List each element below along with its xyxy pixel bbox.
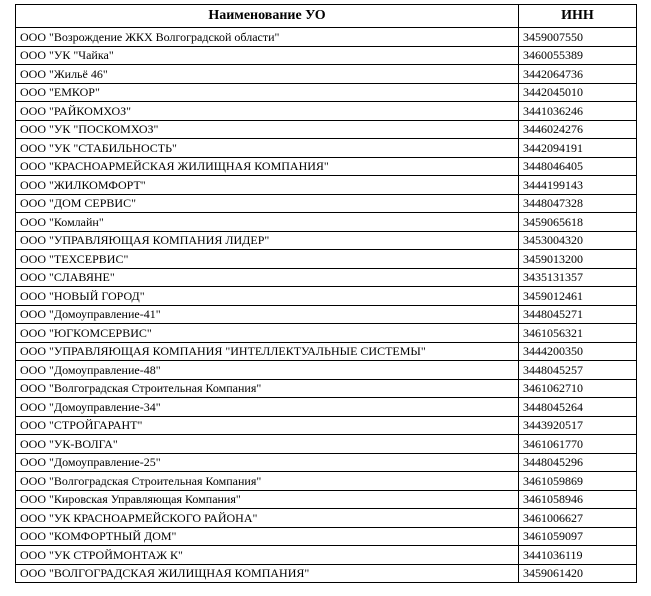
company-name-cell: ООО "УПРАВЛЯЮЩАЯ КОМПАНИЯ ЛИДЕР": [16, 231, 519, 250]
company-name-cell: ООО "КРАСНОАРМЕЙСКАЯ ЖИЛИЩНАЯ КОМПАНИЯ": [16, 157, 519, 176]
company-name-cell: ООО "СТРОЙГАРАНТ": [16, 416, 519, 435]
inn-cell: 3441036119: [519, 546, 637, 565]
inn-cell: 3442064736: [519, 65, 637, 84]
company-name-cell: ООО "УК "ПОСКОМХОЗ": [16, 120, 519, 139]
company-name-cell: ООО "ТЕХСЕРВИС": [16, 250, 519, 269]
company-name-cell: ООО "Домоуправление-34": [16, 398, 519, 417]
inn-cell: 3448045271: [519, 305, 637, 324]
inn-cell: 3453004320: [519, 231, 637, 250]
table-row: [16, 379, 637, 398]
company-name-cell: ООО "УК СТРОЙМОНТАЖ К": [16, 546, 519, 565]
company-name-cell: ООО "Домоуправление-25": [16, 453, 519, 472]
table-body: [16, 28, 637, 583]
table-row: [16, 65, 637, 84]
company-name-cell: ООО "ЖИЛКОМФОРТ": [16, 176, 519, 195]
table-row: [16, 250, 637, 269]
inn-cell: 3444199143: [519, 176, 637, 195]
company-name-cell: ООО "Домоуправление-41": [16, 305, 519, 324]
company-name-cell: ООО "УК-ВОЛГА": [16, 435, 519, 454]
inn-cell: 3448045257: [519, 361, 637, 380]
table-row: [16, 176, 637, 195]
inn-cell: 3461056321: [519, 324, 637, 343]
table-row: [16, 213, 637, 232]
company-name-cell: ООО "УК "Чайка": [16, 46, 519, 65]
company-name-cell: ООО "ДОМ СЕРВИС": [16, 194, 519, 213]
inn-cell: 3448047328: [519, 194, 637, 213]
company-name-cell: ООО "Волгоградская Строительная Компания": [16, 379, 519, 398]
table-row: [16, 361, 637, 380]
company-name-cell: ООО "УПРАВЛЯЮЩАЯ КОМПАНИЯ "ИНТЕЛЛЕКТУАЛЬНЫЕ СИСТЕМЫ": [16, 342, 519, 361]
table-row: [16, 157, 637, 176]
table-row: [16, 83, 637, 102]
inn-cell: 3461058946: [519, 490, 637, 509]
management-companies-table: [15, 4, 637, 583]
table-row: [16, 46, 637, 65]
table-row: [16, 194, 637, 213]
inn-cell: 3448045296: [519, 453, 637, 472]
inn-cell: 3442045010: [519, 83, 637, 102]
inn-cell: 3435131357: [519, 268, 637, 287]
inn-cell: 3459007550: [519, 28, 637, 47]
table-row: [16, 287, 637, 306]
inn-cell: 3459013200: [519, 250, 637, 269]
inn-cell: 3460055389: [519, 46, 637, 65]
inn-cell: 3444200350: [519, 342, 637, 361]
table-row: [16, 342, 637, 361]
table-row: [16, 453, 637, 472]
company-name-cell: ООО "ВОЛГОГРАДСКАЯ ЖИЛИЩНАЯ КОМПАНИЯ": [16, 564, 519, 583]
table-row: [16, 28, 637, 47]
header-name: Наименование УО: [16, 5, 519, 28]
inn-cell: 3461006627: [519, 509, 637, 528]
company-name-cell: ООО "КОМФОРТНЫЙ ДОМ": [16, 527, 519, 546]
table-row: [16, 398, 637, 417]
inn-cell: 3448046405: [519, 157, 637, 176]
table-row: [16, 472, 637, 491]
table-row: [16, 305, 637, 324]
inn-cell: 3442094191: [519, 139, 637, 158]
inn-cell: 3461059869: [519, 472, 637, 491]
table-row: [16, 231, 637, 250]
inn-cell: 3461059097: [519, 527, 637, 546]
company-name-cell: ООО "РАЙКОМХОЗ": [16, 102, 519, 121]
table-row: [16, 324, 637, 343]
table-row: [16, 120, 637, 139]
company-name-cell: ООО "Жильё 46": [16, 65, 519, 84]
inn-cell: 3461062710: [519, 379, 637, 398]
inn-cell: 3446024276: [519, 120, 637, 139]
inn-cell: 3459065618: [519, 213, 637, 232]
company-name-cell: ООО "УК КРАСНОАРМЕЙСКОГО РАЙОНА": [16, 509, 519, 528]
inn-cell: 3448045264: [519, 398, 637, 417]
table-row: [16, 268, 637, 287]
table-header-row: [16, 5, 637, 28]
company-name-cell: ООО "ЕМКОР": [16, 83, 519, 102]
header-inn: ИНН: [519, 5, 637, 28]
company-name-cell: ООО "НОВЫЙ ГОРОД": [16, 287, 519, 306]
company-name-cell: ООО "ЮГКОМСЕРВИС": [16, 324, 519, 343]
inn-cell: 3459012461: [519, 287, 637, 306]
table-row: [16, 490, 637, 509]
company-name-cell: ООО "Кировская Управляющая Компания": [16, 490, 519, 509]
company-name-cell: ООО "Домоуправление-48": [16, 361, 519, 380]
table-row: [16, 527, 637, 546]
table-row: [16, 546, 637, 565]
company-name-cell: ООО "СЛАВЯНЕ": [16, 268, 519, 287]
company-name-cell: ООО "Волгоградская Строительная Компания": [16, 472, 519, 491]
table-row: [16, 435, 637, 454]
table-row: [16, 102, 637, 121]
inn-cell: 3461061770: [519, 435, 637, 454]
table-row: [16, 509, 637, 528]
inn-cell: 3443920517: [519, 416, 637, 435]
table-row: [16, 416, 637, 435]
inn-cell: 3441036246: [519, 102, 637, 121]
company-name-cell: ООО "Комлайн": [16, 213, 519, 232]
document-page: [15, 4, 637, 583]
table-row: [16, 139, 637, 158]
company-name-cell: ООО "УК "СТАБИЛЬНОСТЬ": [16, 139, 519, 158]
company-name-cell: ООО "Возрождение ЖКХ Волгоградской области": [16, 28, 519, 47]
table-row: [16, 564, 637, 583]
inn-cell: 3459061420: [519, 564, 637, 583]
